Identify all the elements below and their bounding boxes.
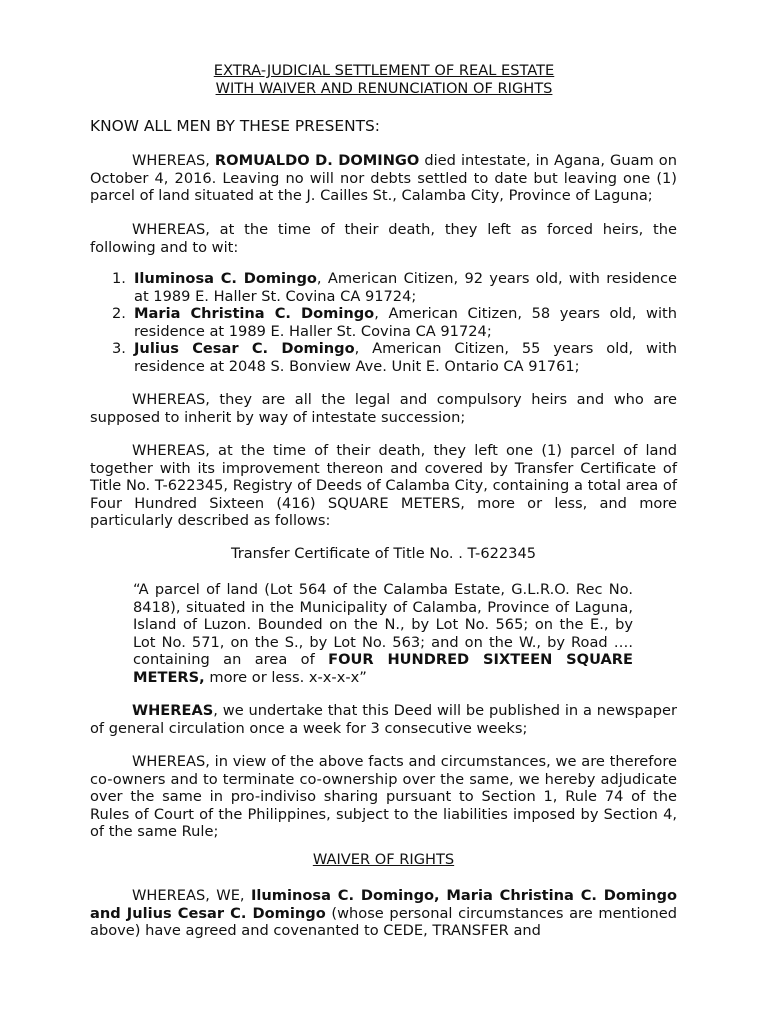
heirs-list bbox=[112, 270, 677, 376]
heir-details: , American Citizen, 55 years old, with residence at 2048 S. Bonview Ave. Unit E. Ontario CA 91761; bbox=[134, 340, 677, 375]
paragraph-legal-heirs: WHEREAS, they are all the legal and compulsory heirs and who are supposed to inherit by way of intestate succession; bbox=[90, 391, 677, 426]
document-title-line-1: EXTRA-JUDICIAL SETTLEMENT OF REAL ESTATE bbox=[213, 62, 555, 79]
p6-whereas: WHEREAS bbox=[132, 702, 214, 719]
quote-end: more or less. x-x-x-x” bbox=[204, 668, 367, 686]
paragraph-waiver bbox=[90, 887, 677, 940]
p1-lead: WHEREAS, bbox=[132, 152, 215, 169]
quote-text: “A parcel of land (Lot 564 of the Calamba Estate, G.L.R.O. Rec No. 8418), situated in the Municipality of Calamba, Province of Laguna, Island of Luzon. Bounded on the N., by Lot No. 565; on the E., by Lot No. 571, on the S., by Lot No. 563; and on the W., by Road …. containing an area of bbox=[133, 581, 633, 669]
quote-area: FOUR HUNDRED SIXTEEN SQUARE METERS, bbox=[133, 651, 633, 686]
list-number: 1. bbox=[112, 270, 126, 287]
paragraph-forced-heirs: WHEREAS, at the time of their death, they left as forced heirs, the following and to wit: bbox=[90, 221, 677, 256]
heir-details: , American Citizen, 58 years old, with residence at 1989 E. Haller St. Covina CA 91724; bbox=[134, 305, 677, 340]
heir-name: Maria Christina C. Domingo bbox=[134, 305, 375, 323]
list-number: 3. bbox=[112, 340, 126, 358]
list-item bbox=[112, 340, 677, 375]
tct-line: Transfer Certificate of Title No. . T-622345 bbox=[230, 545, 537, 562]
heir-details: , American Citizen, 92 years old, with residence at 1989 E. Haller St. Covina CA 91724; bbox=[134, 270, 678, 305]
list-number: 2. bbox=[112, 305, 126, 323]
list-item bbox=[112, 270, 677, 305]
p6-rest: , we undertake that this Deed will be published in a newspaper of general circulation once a week for 3 consecutive weeks; bbox=[90, 702, 677, 737]
p9-rest: (whose personal circumstances are mentioned above) have agreed and covenanted to CEDE, TRANSFER and bbox=[90, 904, 678, 940]
paragraph-adjudication: WHEREAS, in view of the above facts and circumstances, we are therefore co-owners and to terminate co-ownership over the same, we hereby adjudicate over the same in pro-indiviso sharing pursuant to Section 1, Rule 74 of the Rules of Court of the Philippines, subject to the liabilities imposed by Section 4, of the same Rule; bbox=[90, 753, 677, 841]
technical-description bbox=[133, 581, 633, 687]
waiver-section-title: WAIVER OF RIGHTS bbox=[312, 851, 455, 868]
document-title-line-2: WITH WAIVER AND RENUNCIATION OF RIGHTS bbox=[215, 80, 553, 97]
waiver-heirs: Iluminosa C. Domingo, Maria Christina C. Domingo and Julius Cesar C. Domingo bbox=[90, 887, 677, 922]
paragraph-decedent bbox=[90, 152, 677, 205]
heir-name: Julius Cesar C. Domingo bbox=[134, 340, 355, 358]
paragraph-publication bbox=[90, 702, 677, 737]
paragraph-parcel: WHEREAS, at the time of their death, they left one (1) parcel of land together with its improvement thereon and covered by Transfer Certificate of Title No. T-622345, Registry of Deeds of Calamba City, containing a total area of Four Hundred Sixteen (416) SQUARE METERS, more or less, and more particularly described as follows: bbox=[90, 442, 677, 530]
p1-rest: died intestate, in Agana, Guam on October 4, 2016. Leaving no will nor debts settled to date but leaving one (1) parcel of land situated at the J. Cailles St., Calamba City, Province of Laguna; bbox=[90, 152, 677, 205]
heir-name: Iluminosa C. Domingo bbox=[134, 270, 317, 287]
p9-lead: WHEREAS, WE, bbox=[132, 887, 251, 904]
decedent-name: ROMUALDO D. DOMINGO bbox=[214, 152, 420, 169]
preamble-heading: KNOW ALL MEN BY THESE PRESENTS: bbox=[90, 117, 380, 135]
list-item bbox=[112, 305, 677, 340]
